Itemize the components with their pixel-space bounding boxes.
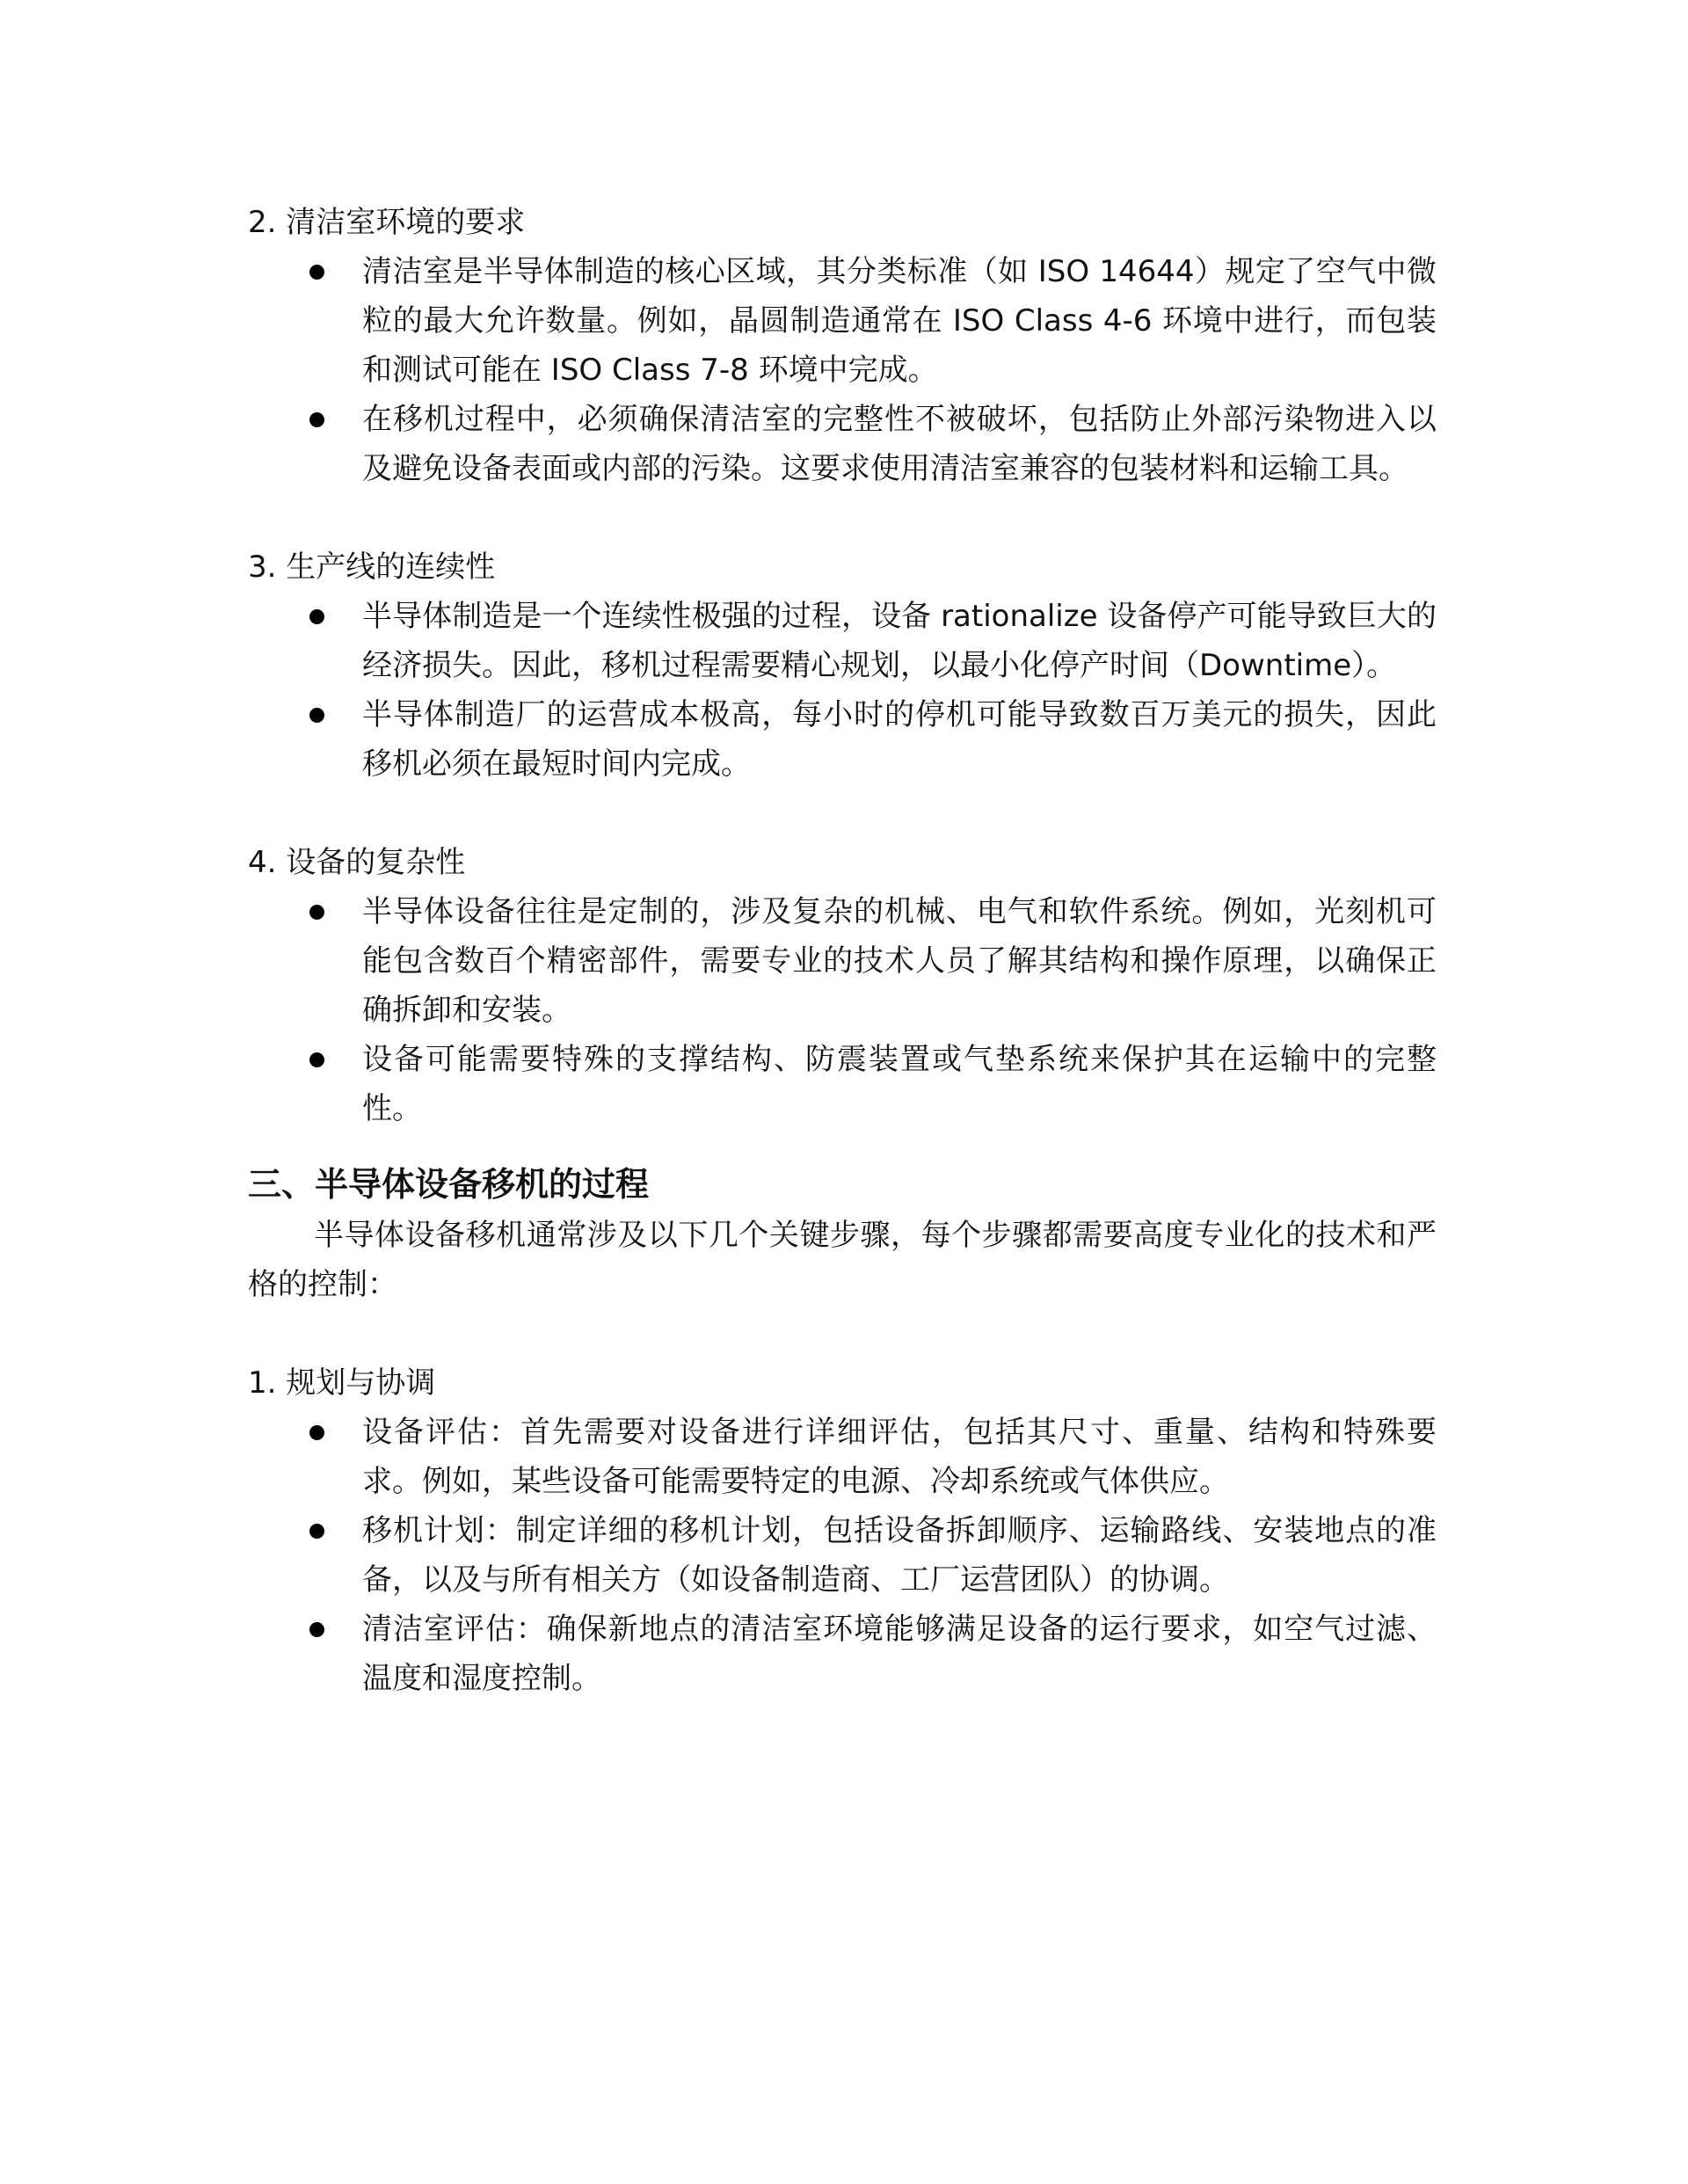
list-item <box>248 690 1437 789</box>
list-item-text: 半导体制造厂的运营成本极高，每小时的停机可能导致数百万美元的损失，因此移机必须在最短时间内完成。 <box>362 697 1437 782</box>
subsection-heading: 3. 生产线的连续性 <box>248 550 496 585</box>
document-body <box>248 198 1437 1703</box>
list-item <box>248 1506 1437 1605</box>
list-item <box>248 247 1437 395</box>
list-item <box>248 1408 1437 1506</box>
list-item <box>248 1605 1437 1703</box>
list-item <box>248 1035 1437 1133</box>
list-item-text: 设备可能需要特殊的支撑结构、防震装置或气垫系统来保护其在运输中的完整性。 <box>362 1042 1437 1126</box>
bullet-icon <box>309 609 324 624</box>
bullet-icon <box>309 1425 324 1440</box>
bullet-icon <box>309 708 324 723</box>
subsection-heading: 1. 规划与协调 <box>248 1365 436 1401</box>
list-item <box>248 592 1437 690</box>
spacer <box>248 493 1437 542</box>
list-item <box>248 395 1437 493</box>
bullet-icon <box>309 1052 324 1067</box>
bullet-icon <box>309 905 324 920</box>
spacer <box>248 1309 1437 1358</box>
subsection-heading: 4. 设备的复杂性 <box>248 845 466 880</box>
list-item-text: 清洁室是半导体制造的核心区域，其分类标准（如 ISO 14644）规定了空气中微粒的最大允许数量。例如，晶圆制造通常在 ISO Class 4-6 环境中进行，而包装和测试可能在 ISO Class 7-8 环境中完成。 <box>362 254 1437 388</box>
bullet-icon <box>309 412 324 427</box>
bullet-icon <box>309 1622 324 1637</box>
section-title: 三、半导体设备移机的过程 <box>248 1165 650 1204</box>
spacer <box>248 1133 1437 1158</box>
intro-paragraph: 半导体设备移机通常涉及以下几个关键步骤，每个步骤都需要高度专业化的技术和严格的控制： <box>248 1218 1437 1302</box>
list-item-text: 半导体制造是一个连续性极强的过程，设备 rationalize 设备停产可能导致巨大的经济损失。因此，移机过程需要精心规划，以最小化停产时间（Downtime）。 <box>362 599 1437 683</box>
bullet-list <box>248 247 1437 493</box>
list-item-text: 清洁室评估：确保新地点的清洁室环境能够满足设备的运行要求，如空气过滤、温度和湿度控制。 <box>362 1612 1437 1696</box>
subsection-heading: 2. 清洁室环境的要求 <box>248 205 526 240</box>
bullet-icon <box>309 1524 324 1539</box>
list-item-text: 移机计划：制定详细的移机计划，包括设备拆卸顺序、运输路线、安装地点的准备，以及与所有相关方（如设备制造商、工厂运营团队）的协调。 <box>362 1513 1437 1598</box>
list-item-text: 在移机过程中，必须确保清洁室的完整性不被破坏，包括防止外部污染物进入以及避免设备表面或内部的污染。这要求使用清洁室兼容的包装材料和运输工具。 <box>362 402 1437 486</box>
bullet-list <box>248 592 1437 789</box>
bullet-list <box>248 1408 1437 1703</box>
bullet-list <box>248 887 1437 1133</box>
bullet-icon <box>309 265 324 280</box>
list-item <box>248 887 1437 1035</box>
spacer <box>248 789 1437 838</box>
list-item-text: 设备评估：首先需要对设备进行详细评估，包括其尺寸、重量、结构和特殊要求。例如，某些设备可能需要特定的电源、冷却系统或气体供应。 <box>362 1415 1437 1499</box>
list-item-text: 半导体设备往往是定制的，涉及复杂的机械、电气和软件系统。例如，光刻机可能包含数百个精密部件，需要专业的技术人员了解其结构和操作原理，以确保正确拆卸和安装。 <box>362 894 1437 1028</box>
